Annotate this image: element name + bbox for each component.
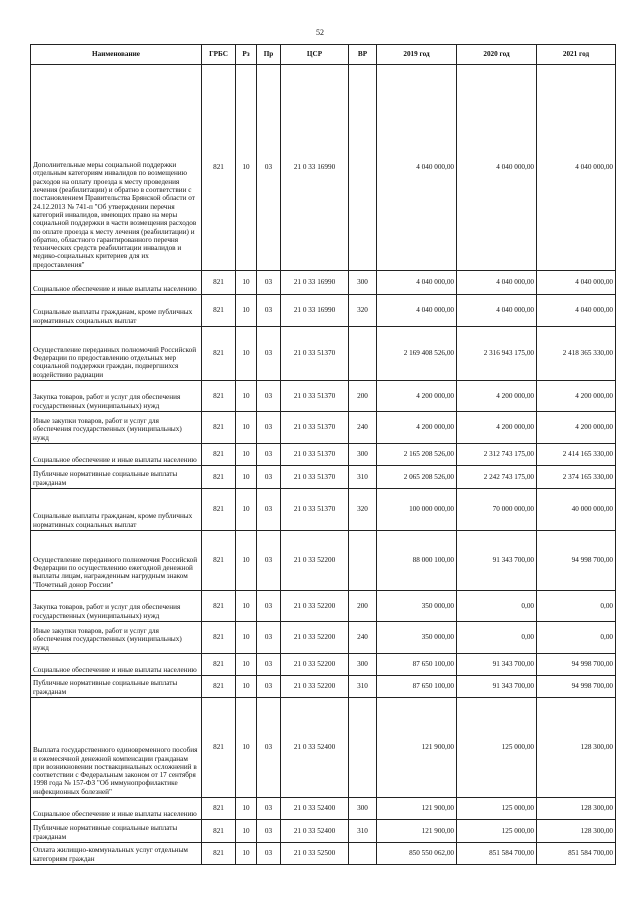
cell-rz: 10 bbox=[236, 444, 257, 466]
cell-name: Осуществление переданных полномочий Российской Федерации по предоставлению отдельных мер социальной поддержки граждан, подвергшихся воздействию радиации bbox=[31, 327, 202, 381]
cell-csr: 21 0 33 52200 bbox=[281, 531, 349, 591]
cell-2021: 4 040 000,00 bbox=[537, 271, 616, 295]
cell-vr: 320 bbox=[349, 489, 377, 531]
cell-2020: 4 040 000,00 bbox=[457, 271, 537, 295]
table-row bbox=[31, 591, 616, 622]
cell-rz: 10 bbox=[236, 295, 257, 327]
cell-grbs: 821 bbox=[202, 591, 236, 622]
cell-csr: 21 0 33 52400 bbox=[281, 798, 349, 820]
cell-csr: 21 0 33 16990 bbox=[281, 295, 349, 327]
cell-rz: 10 bbox=[236, 698, 257, 798]
cell-2020: 4 200 000,00 bbox=[457, 381, 537, 412]
cell-pr: 03 bbox=[257, 381, 281, 412]
cell-name: Социальное обеспечение и иные выплаты населению bbox=[31, 444, 202, 466]
header-csr: ЦСР bbox=[281, 45, 349, 65]
cell-2021: 851 584 700,00 bbox=[537, 843, 616, 865]
cell-rz: 10 bbox=[236, 654, 257, 676]
cell-rz: 10 bbox=[236, 676, 257, 698]
cell-vr: 310 bbox=[349, 820, 377, 843]
cell-2021: 94 998 700,00 bbox=[537, 531, 616, 591]
cell-2020: 2 242 743 175,00 bbox=[457, 466, 537, 489]
cell-2020: 2 316 943 175,00 bbox=[457, 327, 537, 381]
cell-pr: 03 bbox=[257, 271, 281, 295]
cell-2020: 125 000,00 bbox=[457, 820, 537, 843]
cell-vr: 310 bbox=[349, 676, 377, 698]
cell-rz: 10 bbox=[236, 271, 257, 295]
cell-csr: 21 0 33 16990 bbox=[281, 271, 349, 295]
header-name: Наименование bbox=[31, 45, 202, 65]
cell-rz: 10 bbox=[236, 798, 257, 820]
cell-grbs: 821 bbox=[202, 295, 236, 327]
cell-2020: 91 343 700,00 bbox=[457, 531, 537, 591]
cell-pr: 03 bbox=[257, 444, 281, 466]
cell-name: Социальные выплаты гражданам, кроме публичных нормативных социальных выплат bbox=[31, 489, 202, 531]
cell-2019: 87 650 100,00 bbox=[377, 654, 457, 676]
cell-2019: 4 040 000,00 bbox=[377, 271, 457, 295]
cell-name: Публичные нормативные социальные выплаты гражданам bbox=[31, 820, 202, 843]
cell-pr: 03 bbox=[257, 698, 281, 798]
cell-2019: 4 200 000,00 bbox=[377, 412, 457, 444]
cell-name: Публичные нормативные социальные выплаты гражданам bbox=[31, 676, 202, 698]
header-rz: Рз bbox=[236, 45, 257, 65]
cell-vr: 240 bbox=[349, 412, 377, 444]
cell-name: Социальное обеспечение и иные выплаты населению bbox=[31, 654, 202, 676]
cell-grbs: 821 bbox=[202, 489, 236, 531]
cell-pr: 03 bbox=[257, 466, 281, 489]
cell-name: Выплата государственного единовременного пособия и ежемесячной денежной компенсации гражданам при возникновении поствакцинальных осложнений в соответствии с Федеральным законом от 17 сентября 1998 года № 157-ФЗ "Об иммунопрофилактике инфекционных болезней" bbox=[31, 698, 202, 798]
table-row bbox=[31, 444, 616, 466]
cell-vr: 320 bbox=[349, 295, 377, 327]
cell-2020: 91 343 700,00 bbox=[457, 676, 537, 698]
cell-name: Закупка товаров, работ и услуг для обеспечения государственных (муниципальных) нужд bbox=[31, 381, 202, 412]
cell-pr: 03 bbox=[257, 676, 281, 698]
cell-pr: 03 bbox=[257, 798, 281, 820]
budget-table bbox=[30, 44, 616, 865]
cell-pr: 03 bbox=[257, 622, 281, 654]
table-row bbox=[31, 295, 616, 327]
cell-2019: 100 000 000,00 bbox=[377, 489, 457, 531]
cell-grbs: 821 bbox=[202, 654, 236, 676]
cell-csr: 21 0 33 52200 bbox=[281, 591, 349, 622]
cell-pr: 03 bbox=[257, 531, 281, 591]
cell-2020: 4 040 000,00 bbox=[457, 295, 537, 327]
table-row bbox=[31, 843, 616, 865]
cell-rz: 10 bbox=[236, 531, 257, 591]
header-pr: Пр bbox=[257, 45, 281, 65]
cell-rz: 10 bbox=[236, 591, 257, 622]
cell-2021: 4 040 000,00 bbox=[537, 295, 616, 327]
cell-grbs: 821 bbox=[202, 820, 236, 843]
cell-name: Закупка товаров, работ и услуг для обеспечения государственных (муниципальных) нужд bbox=[31, 591, 202, 622]
cell-csr: 21 0 33 52400 bbox=[281, 698, 349, 798]
cell-2021: 2 418 365 330,00 bbox=[537, 327, 616, 381]
cell-name: Социальное обеспечение и иные выплаты населению bbox=[31, 271, 202, 295]
cell-2019: 350 000,00 bbox=[377, 622, 457, 654]
cell-grbs: 821 bbox=[202, 412, 236, 444]
cell-name: Оплата жилищно-коммунальных услуг отдельным категориям граждан bbox=[31, 843, 202, 865]
cell-csr: 21 0 33 52200 bbox=[281, 654, 349, 676]
cell-rz: 10 bbox=[236, 843, 257, 865]
table-row bbox=[31, 654, 616, 676]
cell-vr bbox=[349, 65, 377, 271]
cell-2019: 88 000 100,00 bbox=[377, 531, 457, 591]
cell-2020: 851 584 700,00 bbox=[457, 843, 537, 865]
cell-vr bbox=[349, 843, 377, 865]
cell-rz: 10 bbox=[236, 466, 257, 489]
cell-vr: 300 bbox=[349, 654, 377, 676]
header-2019: 2019 год bbox=[377, 45, 457, 65]
cell-pr: 03 bbox=[257, 65, 281, 271]
cell-2019: 350 000,00 bbox=[377, 591, 457, 622]
cell-vr bbox=[349, 327, 377, 381]
cell-csr: 21 0 33 52400 bbox=[281, 820, 349, 843]
cell-2021: 40 000 000,00 bbox=[537, 489, 616, 531]
cell-grbs: 821 bbox=[202, 466, 236, 489]
cell-name: Дополнительные меры социальной поддержки отдельным категориям инвалидов по возмещению расходов на оплату проезда к месту проведения лечения (реабилитации) и обратно в соответствии с постановлением Правительства Брянской области от 24.12.2013 № 741-п "Об утверждении перечня категорий инвалидов, имеющих право на меры социальной поддержки в части возмещения расходов по оплате проезда к месту лечения (реабилитации) и обратно, областного гарантированного перечня технических средств реабилитации инвалидов и медико-социальных критериев для их предоставления" bbox=[31, 65, 202, 271]
cell-2019: 850 550 062,00 bbox=[377, 843, 457, 865]
cell-2019: 121 900,00 bbox=[377, 798, 457, 820]
cell-pr: 03 bbox=[257, 591, 281, 622]
cell-rz: 10 bbox=[236, 65, 257, 271]
table-row bbox=[31, 820, 616, 843]
cell-2021: 128 300,00 bbox=[537, 820, 616, 843]
cell-pr: 03 bbox=[257, 489, 281, 531]
cell-2021: 2 414 165 330,00 bbox=[537, 444, 616, 466]
cell-2021: 128 300,00 bbox=[537, 798, 616, 820]
cell-vr: 300 bbox=[349, 444, 377, 466]
cell-grbs: 821 bbox=[202, 531, 236, 591]
table-row bbox=[31, 489, 616, 531]
cell-pr: 03 bbox=[257, 412, 281, 444]
cell-grbs: 821 bbox=[202, 843, 236, 865]
table-row bbox=[31, 531, 616, 591]
cell-csr: 21 0 33 16990 bbox=[281, 65, 349, 271]
header-vr: ВР bbox=[349, 45, 377, 65]
cell-2019: 2 065 208 526,00 bbox=[377, 466, 457, 489]
cell-grbs: 821 bbox=[202, 798, 236, 820]
table-row bbox=[31, 412, 616, 444]
cell-csr: 21 0 33 52500 bbox=[281, 843, 349, 865]
cell-grbs: 821 bbox=[202, 622, 236, 654]
cell-2020: 0,00 bbox=[457, 591, 537, 622]
cell-grbs: 821 bbox=[202, 327, 236, 381]
cell-rz: 10 bbox=[236, 327, 257, 381]
cell-vr bbox=[349, 698, 377, 798]
cell-vr: 310 bbox=[349, 466, 377, 489]
cell-pr: 03 bbox=[257, 843, 281, 865]
cell-name: Иные закупки товаров, работ и услуг для обеспечения государственных (муниципальных) нужд bbox=[31, 622, 202, 654]
cell-2020: 0,00 bbox=[457, 622, 537, 654]
cell-rz: 10 bbox=[236, 622, 257, 654]
cell-2019: 2 165 208 526,00 bbox=[377, 444, 457, 466]
table-row bbox=[31, 676, 616, 698]
cell-2021: 0,00 bbox=[537, 591, 616, 622]
table-row bbox=[31, 381, 616, 412]
cell-vr: 300 bbox=[349, 798, 377, 820]
cell-2021: 128 300,00 bbox=[537, 698, 616, 798]
cell-csr: 21 0 33 51370 bbox=[281, 489, 349, 531]
table-row bbox=[31, 65, 616, 271]
table-header-row bbox=[31, 45, 616, 65]
header-grbs: ГРБС bbox=[202, 45, 236, 65]
cell-grbs: 821 bbox=[202, 65, 236, 271]
cell-csr: 21 0 33 51370 bbox=[281, 412, 349, 444]
cell-2021: 94 998 700,00 bbox=[537, 654, 616, 676]
table-row bbox=[31, 698, 616, 798]
cell-csr: 21 0 33 52200 bbox=[281, 622, 349, 654]
table-row bbox=[31, 271, 616, 295]
cell-2021: 0,00 bbox=[537, 622, 616, 654]
cell-rz: 10 bbox=[236, 489, 257, 531]
cell-2020: 125 000,00 bbox=[457, 798, 537, 820]
page-number: 52 bbox=[316, 28, 324, 37]
cell-vr: 200 bbox=[349, 381, 377, 412]
cell-name: Осуществление переданного полномочия Российской Федерации по осуществлению ежегодной денежной выплаты лицам, награжденным нагрудным знаком "Почетный донор России" bbox=[31, 531, 202, 591]
cell-2019: 4 200 000,00 bbox=[377, 381, 457, 412]
cell-vr bbox=[349, 531, 377, 591]
cell-rz: 10 bbox=[236, 412, 257, 444]
cell-csr: 21 0 33 51370 bbox=[281, 381, 349, 412]
cell-2019: 2 169 408 526,00 bbox=[377, 327, 457, 381]
cell-2019: 121 900,00 bbox=[377, 698, 457, 798]
cell-2021: 2 374 165 330,00 bbox=[537, 466, 616, 489]
cell-2019: 4 040 000,00 bbox=[377, 295, 457, 327]
cell-2021: 4 200 000,00 bbox=[537, 412, 616, 444]
cell-2020: 4 200 000,00 bbox=[457, 412, 537, 444]
header-2021: 2021 год bbox=[537, 45, 616, 65]
table-row bbox=[31, 327, 616, 381]
cell-pr: 03 bbox=[257, 654, 281, 676]
cell-2020: 91 343 700,00 bbox=[457, 654, 537, 676]
cell-name: Иные закупки товаров, работ и услуг для обеспечения государственных (муниципальных) нужд bbox=[31, 412, 202, 444]
cell-2021: 4 200 000,00 bbox=[537, 381, 616, 412]
cell-vr: 240 bbox=[349, 622, 377, 654]
cell-vr: 200 bbox=[349, 591, 377, 622]
cell-2020: 2 312 743 175,00 bbox=[457, 444, 537, 466]
header-2020: 2020 год bbox=[457, 45, 537, 65]
cell-2021: 4 040 000,00 bbox=[537, 65, 616, 271]
cell-2020: 70 000 000,00 bbox=[457, 489, 537, 531]
cell-grbs: 821 bbox=[202, 444, 236, 466]
cell-2019: 87 650 100,00 bbox=[377, 676, 457, 698]
cell-csr: 21 0 33 51370 bbox=[281, 466, 349, 489]
table-row bbox=[31, 622, 616, 654]
cell-rz: 10 bbox=[236, 820, 257, 843]
cell-csr: 21 0 33 51370 bbox=[281, 444, 349, 466]
cell-name: Публичные нормативные социальные выплаты гражданам bbox=[31, 466, 202, 489]
cell-pr: 03 bbox=[257, 295, 281, 327]
cell-csr: 21 0 33 51370 bbox=[281, 327, 349, 381]
cell-2019: 4 040 000,00 bbox=[377, 65, 457, 271]
cell-csr: 21 0 33 52200 bbox=[281, 676, 349, 698]
cell-grbs: 821 bbox=[202, 381, 236, 412]
cell-name: Социальное обеспечение и иные выплаты населению bbox=[31, 798, 202, 820]
cell-grbs: 821 bbox=[202, 676, 236, 698]
cell-grbs: 821 bbox=[202, 698, 236, 798]
cell-2020: 125 000,00 bbox=[457, 698, 537, 798]
table-row bbox=[31, 798, 616, 820]
table-row bbox=[31, 466, 616, 489]
cell-2020: 4 040 000,00 bbox=[457, 65, 537, 271]
cell-vr: 300 bbox=[349, 271, 377, 295]
cell-2019: 121 900,00 bbox=[377, 820, 457, 843]
cell-grbs: 821 bbox=[202, 271, 236, 295]
cell-pr: 03 bbox=[257, 327, 281, 381]
cell-name: Социальные выплаты гражданам, кроме публичных нормативных социальных выплат bbox=[31, 295, 202, 327]
cell-pr: 03 bbox=[257, 820, 281, 843]
cell-2021: 94 998 700,00 bbox=[537, 676, 616, 698]
table-body bbox=[31, 65, 616, 865]
cell-rz: 10 bbox=[236, 381, 257, 412]
